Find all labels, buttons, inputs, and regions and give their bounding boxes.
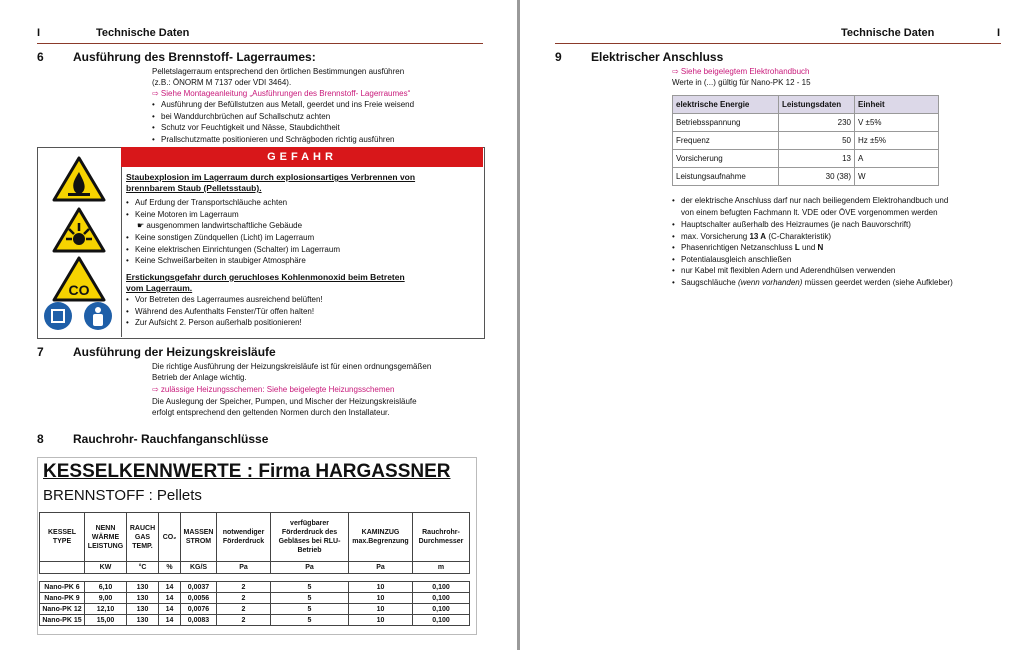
list-item: • Ausführung der Befüllstutzen aus Metall, geerdet und ins Freie weisend — [152, 99, 414, 111]
svg-text:CO: CO — [68, 282, 90, 298]
table-cell: 10 — [349, 604, 413, 615]
list-item — [672, 231, 953, 243]
list-item: • bei Wanddurchbrüchen auf Schallschutz achten — [152, 111, 414, 123]
table-cell: 14 — [159, 604, 181, 615]
table-cell: Leistungsaufnahme — [673, 168, 779, 186]
section-6-number: 6 — [37, 50, 44, 64]
section-7-number: 7 — [37, 345, 44, 359]
section-7-title: Ausführung der Heizungskreisläufe — [73, 345, 276, 359]
table-cell: 0,100 — [413, 593, 470, 604]
table-cell: Vorsicherung — [673, 150, 779, 168]
table-cell: 0,100 — [413, 604, 470, 615]
boiler-data-title: KESSELKENNWERTE : Firma HARGASSNER — [43, 461, 451, 482]
list-item — [672, 265, 953, 277]
table-cell: V ±5% — [855, 114, 939, 132]
s7-text-2: Betrieb der Anlage wichtig. — [152, 373, 247, 382]
right-page-header: Technische Daten — [841, 27, 935, 39]
unit-cell: Pa — [349, 562, 413, 574]
s6-text-2: (z.B.: ÖNORM M 7137 oder VDI 3464). — [152, 78, 292, 87]
column-header: KAMINZUG max.Begrenzung — [349, 513, 413, 562]
co-title-2: vom Lagerraum. — [126, 283, 193, 293]
table-cell: 9,00 — [85, 593, 127, 604]
boiler-data-table — [39, 512, 470, 626]
ventilate-room-icon — [44, 302, 72, 330]
table-cell: 0,0056 — [181, 593, 217, 604]
s6-link[interactable]: ⇨ Siehe Montageanleitung „Ausführungen des Brennstoff- Lagerraumes“ — [152, 89, 411, 98]
bullet-text: müssen geerdet werden (siehe Aufkleber) — [802, 277, 953, 287]
right-header-rule — [555, 43, 1001, 44]
table-cell: 130 — [127, 604, 159, 615]
unit-cell: Pa — [271, 562, 349, 574]
list-item: • Keine sonstigen Zündquellen (Licht) im Lagerraum — [126, 232, 340, 244]
table-cell: 15,00 — [85, 615, 127, 626]
table-cell: 10 — [349, 615, 413, 626]
dust-explosion-title-2: brennbarem Staub (Pelletsstaub). — [126, 183, 262, 193]
bullet-text: Potentialausgleich anschließen — [681, 254, 792, 264]
table-cell: 2 — [217, 604, 271, 615]
bullet-text: Phasenrichtigen Netzanschluss — [681, 243, 795, 252]
column-header: Leistungsdaten — [779, 96, 855, 114]
list-item — [672, 242, 953, 254]
table-cell: 30 (38) — [779, 168, 855, 186]
table-cell: 230 — [779, 114, 855, 132]
column-header: Rauchrohr-Durchmesser — [413, 513, 470, 562]
s9-bullet-continuation: von einem befugten Fachmann lt. VDE oder ÖVE vorgenommen werden — [681, 208, 938, 217]
right-page-mark: I — [997, 27, 1001, 39]
page-divider — [517, 0, 520, 650]
left-page-header: Technische Daten — [96, 27, 190, 39]
unit-cell: m — [413, 562, 470, 574]
table-row — [40, 593, 470, 604]
s7-link[interactable]: ⇨ zulässige Heizungsschemen: Siehe beigelegte Heizungsschemen — [152, 385, 395, 394]
table-cell: 10 — [349, 593, 413, 604]
table-cell: Nano-PK 15 — [40, 615, 85, 626]
table-units-row — [40, 562, 470, 574]
list-item — [672, 254, 953, 266]
s9-note: Werte in (...) gültig für Nano-PK 12 - 15 — [672, 78, 811, 87]
table-cell: 5 — [271, 615, 349, 626]
section-8-number: 8 — [37, 432, 44, 446]
table-cell: 50 — [779, 132, 855, 150]
unit-cell: KW — [85, 562, 127, 574]
table-cell: 2 — [217, 582, 271, 593]
list-item — [672, 219, 953, 231]
table-header-row — [40, 513, 470, 562]
carbon-monoxide-warning-icon — [52, 256, 106, 302]
bullet-text: max. Vorsicherung — [681, 231, 750, 241]
list-item: • Keine Motoren im Lagerraum — [126, 209, 287, 221]
column-header: elektrische Energie — [673, 96, 779, 114]
flammable-warning-icon — [52, 156, 106, 202]
unit-cell: % — [159, 562, 181, 574]
table-cell: 14 — [159, 582, 181, 593]
bullet-text: Hauptschalter außerhalb des Heizraumes (je nach Bauvorschrift) — [681, 220, 911, 229]
list-item: • Auf Erdung der Transportschläuche achten — [126, 197, 287, 209]
table-row — [40, 604, 470, 615]
s7-text-3: Die Auslegung der Speicher, Pumpen, und Mischer der Heizungskreisläufe — [152, 397, 417, 406]
dust-bullet-list — [126, 197, 287, 220]
list-item: • Keine Schweißarbeiten in staubiger Atmosphäre — [126, 255, 340, 267]
table-row — [673, 168, 939, 186]
s9-bullet-list — [672, 195, 948, 207]
list-item: • Schutz vor Feuchtigkeit und Nässe, Staubdichtheit — [152, 122, 414, 134]
column-header: KESSEL TYPE — [40, 513, 85, 562]
s7-text-1: Die richtige Ausführung der Heizungskreisläufe ist für einen ordnungsgemäßen — [152, 362, 432, 371]
list-item: • Während des Aufenthalts Fenster/Tür offen halten! — [126, 306, 323, 318]
section-6-title: Ausführung des Brennstoff- Lagerraumes: — [73, 50, 316, 64]
left-header-rule — [37, 43, 483, 44]
list-item: • Keine elektrischen Einrichtungen (Schalter) im Lagerraum — [126, 244, 340, 256]
s6-bullet-list — [152, 99, 414, 145]
electrical-data-table — [672, 95, 939, 186]
list-item — [672, 195, 948, 207]
table-cell: Nano-PK 6 — [40, 582, 85, 593]
table-cell: 0,0083 — [181, 615, 217, 626]
table-cell: 14 — [159, 615, 181, 626]
unit-cell: °C — [127, 562, 159, 574]
table-cell: 130 — [127, 593, 159, 604]
table-cell: 0,0076 — [181, 604, 217, 615]
ignition-bullet-list — [126, 232, 340, 267]
co-bullet-list — [126, 294, 323, 329]
co-title-1: Erstickungsgefahr durch geruchloses Kohlenmonoxid beim Betreten — [126, 272, 405, 282]
table-cell: Frequenz — [673, 132, 779, 150]
boiler-fuel-subtitle: BRENNSTOFF : Pellets — [43, 487, 202, 504]
danger-heading: GEFAHR — [121, 147, 483, 167]
table-cell: 5 — [271, 593, 349, 604]
column-header: Einheit — [855, 96, 939, 114]
column-header: NENN WÄRME LEISTUNG — [85, 513, 127, 562]
list-item: • Vor Betreten des Lagerraumes ausreichend belüften! — [126, 294, 323, 306]
bullet-text: Saugschläuche — [681, 277, 738, 287]
table-row — [673, 132, 939, 150]
s7-text-4: erfolgt entsprechend den geltenden Normen durch den Installateur. — [152, 408, 390, 417]
unit-cell — [40, 562, 85, 574]
table-cell: 10 — [349, 582, 413, 593]
column-header: RAUCH GAS TEMP. — [127, 513, 159, 562]
danger-divider — [121, 147, 122, 337]
s6-text-1: Pelletslagerraum entsprechend den örtlichen Bestimmungen ausführen — [152, 67, 405, 76]
table-spacer-row — [40, 574, 470, 582]
table-cell: W — [855, 168, 939, 186]
second-person-icon — [84, 302, 112, 330]
table-cell: 14 — [159, 593, 181, 604]
table-cell: 0,100 — [413, 615, 470, 626]
left-page-mark: I — [37, 27, 41, 39]
bullet-italic: (wenn vorhanden) — [737, 277, 803, 287]
table-cell: 5 — [271, 604, 349, 615]
table-cell: 0,0037 — [181, 582, 217, 593]
column-header: MASSEN STROM — [181, 513, 217, 562]
table-cell: 12,10 — [85, 604, 127, 615]
table-cell: 130 — [127, 615, 159, 626]
table-cell: 2 — [217, 593, 271, 604]
table-cell: 5 — [271, 582, 349, 593]
dust-sub-note: ☛ ausgenommen landwirtschaftliche Gebäude — [137, 221, 303, 230]
table-cell: Hz ±5% — [855, 132, 939, 150]
table-row — [40, 582, 470, 593]
table-cell: 130 — [127, 582, 159, 593]
table-row — [40, 615, 470, 626]
table-header-row — [673, 96, 939, 114]
table-cell: A — [855, 150, 939, 168]
table-cell: 2 — [217, 615, 271, 626]
s9-link[interactable]: ⇨ Siehe beigelegtem Elektrohandbuch — [672, 67, 810, 76]
bullet-text: und — [799, 243, 818, 252]
table-cell: Nano-PK 9 — [40, 593, 85, 604]
list-item — [672, 277, 953, 289]
list-item: • Prallschutzmatte positionieren und Schrägboden richtig ausführen — [152, 134, 414, 146]
table-cell: 6,10 — [85, 582, 127, 593]
section-8-title: Rauchrohr- Rauchfanganschlüsse — [73, 432, 269, 446]
table-cell: 0,100 — [413, 582, 470, 593]
unit-cell: KG/S — [181, 562, 217, 574]
table-row — [673, 114, 939, 132]
section-9-title: Elektrischer Anschluss — [591, 50, 724, 64]
bullet-text: der elektrische Anschluss darf nur nach beiliegendem Elektrohandbuch und — [681, 196, 949, 205]
dust-explosion-title-1: Staubexplosion im Lagerraum durch explosionsartiges Verbrennen von — [126, 172, 416, 182]
s9-bullet-list-2 — [672, 219, 953, 288]
bullet-bold: N — [817, 243, 824, 252]
table-cell: Nano-PK 12 — [40, 604, 85, 615]
column-header: CO₂ — [159, 513, 181, 562]
bullet-bold: 13 A — [749, 231, 767, 241]
column-header: verfügbarer Förderdruck des Gebläses bei RLU-Betrieb — [271, 513, 349, 562]
list-item: • Zur Aufsicht 2. Person außerhalb positionieren! — [126, 317, 323, 329]
section-9-number: 9 — [555, 50, 562, 64]
column-header: notwendiger Förderdruck — [217, 513, 271, 562]
explosive-warning-icon — [52, 207, 106, 253]
bullet-text: nur Kabel mit flexiblen Adern und Aderendhülsen verwenden — [681, 266, 896, 275]
table-cell: 13 — [779, 150, 855, 168]
bullet-bold: L — [794, 243, 800, 252]
table-row — [673, 150, 939, 168]
unit-cell: Pa — [217, 562, 271, 574]
table-cell: Betriebsspannung — [673, 114, 779, 132]
bullet-text: (C-Charakteristik) — [766, 231, 831, 241]
